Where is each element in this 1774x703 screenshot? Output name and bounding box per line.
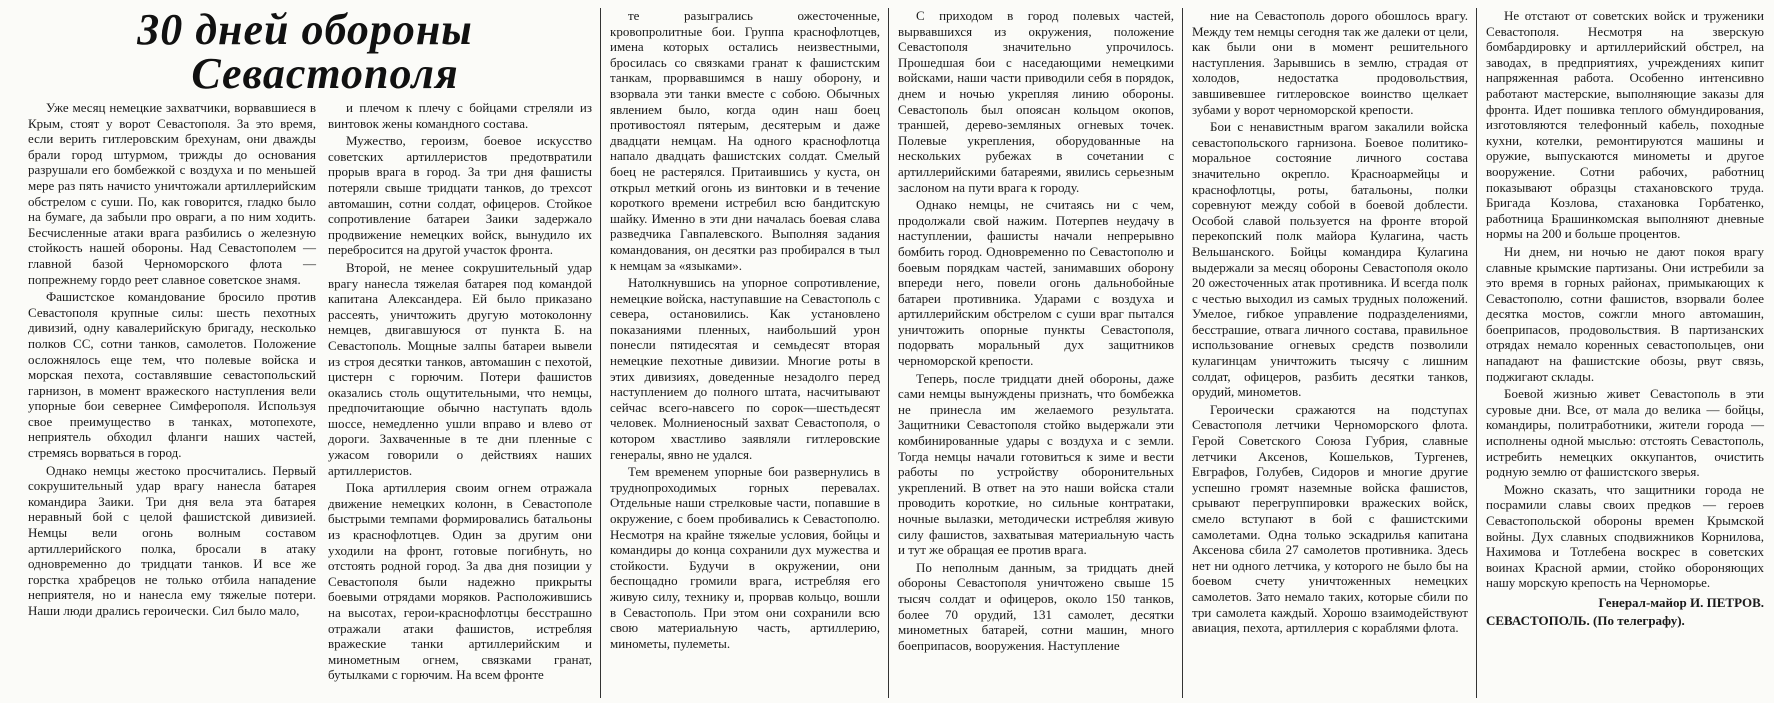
paragraph: По неполным данным, за тридцать дней обороны Севастополя уничтожено свыше 15 тысяч солдат и офицеров, около 150 танков, более 70 орудий, 131 самолет, десятки минометных батарей, сотни машин, много боеприпасов, вооружения. Наступление <box>898 559 1174 653</box>
paragraph: Однако немцы жестоко просчитались. Первый сокрушительный удар врагу нанесла батарея командира Заики. Три дня вела эта батарея неравный бой с целой фашистской дивизией. Немцы вели огонь волным составом артиллерийского полка, бросали в атаку одновременно до тридцати танков. И все же горстка храбрецов не только отбила нападение неприятеля, но и нанесла ему тяжелые потери. Наши люди дрались героически. Сил было мало, <box>28 462 316 618</box>
headline-line-1: 30 дней обороны <box>137 5 473 54</box>
paragraph: Можно сказать, что защитники города не посрамили славы своих предков — героев Севастопольской обороны времен Крымской войны. Дух славных сподвижников Корнилова, Нахимова и Тотлебена воскрес в советских воинах Красной армии, стойко обороняющих нашу морскую крепость на Черноморье. <box>1486 481 1764 591</box>
author-signature: Генерал-майор И. ПЕТРОВ. <box>1598 594 1764 610</box>
paragraph: и плечом к плечу с бойцами стреляли из винтовок жены командного состава. <box>328 100 592 131</box>
article-headline <box>70 5 540 100</box>
column-rule <box>1182 8 1183 698</box>
column-rule <box>888 8 889 698</box>
paragraph: Уже месяц немецкие захватчики, ворвавшиеся в Крым, стоят у ворот Севастополя. За это время, если верить гитлеровским брехунам, они дважды брали город штурмом, трижды до основания разрушали его бомбежкой с воздуха и по меньшей мере раз пять начисто уничтожали артиллерийским обстрелом с суши. По, как говорится, гладко было на бумаге, да забыли про овраги, а по ним ходить. Бесчисленные атаки врага разбились о железную стойкость нашей обороны. Над Севастополем — главной базой Черноморского флота — попрежнему гордо реет славное советское знамя. <box>28 100 316 287</box>
paragraph: Боевой жизнью живет Севастополь в эти суровые дни. Все, от мала до велика — бойцы, командиры, политработники, жители города — исполнены одной мыслью: отстоять Севастополь, истребить немецких оккупантов, очистить родную землю от фашистского зверья. <box>1486 386 1764 480</box>
dateline: СЕВАСТОПОЛЬ. (По телеграфу). <box>1486 612 1685 628</box>
headline-line-2: Севастополя <box>191 49 459 98</box>
article-column-6 <box>1480 8 1770 698</box>
paragraph: Фашистское командование бросило против Севастополя крупные силы: шесть пехотных дивизий, одну кавалерийскую бригаду, несколько полков СС, сотни танков, самолетов. Положение осложнялось еще тем, что полевые войска и морская пехота, составлявшие севастопольский гарнизон, в момент вражеского наступления вели упорные бои севернее Симферополя. Используя свое преимущество в танках, мотопехоте, неприятель обходил фланги наших частей, стремясь ворваться в город. <box>28 289 316 461</box>
paragraph: Второй, не менее сокрушительный удар врагу нанесла тяжелая батарея под командой капитана Александера. Ей было приказано рассеять, уничтожить другую мотоколонну немцев, двигавшуюся от пункта Б. на Севастополь. Мощные залпы батареи вывели из строя десятки танков, автомашин с пехотой, цистерн с горючим. Потери фашистов оказались столь ощутительными, что немцы, предпочитающие обычно наступать вдоль шоссе, немедленно ушли вправо и влево от дороги. Захваченные в те дни пленные с ужасом говорили о действиях наших артиллеристов. <box>328 259 592 478</box>
paragraph: Мужество, героизм, боевое искусство советских артиллеристов предотвратили прорыв врага в город. За три дня фашисты потеряли свыше тридцати танков, до трехсот автомашин, сотни солдат, офицеров. Стойкое сопротивление батареи Заики задержало продвижение немецких войск, вынудило их перебросится на другой участок фронта. <box>328 133 592 258</box>
column-rule <box>600 8 601 698</box>
paragraph: Бои с ненавистным врагом закалили войска севастопольского гарнизона. Боевое политико-моральное состояние личного состава значительно окрепло. Красноармейцы и краснофлотцы, роты, батальоны, полки соревнуют между собой в боевой доблести. Особой славой пользуется на фронте второй перекопский полк майора Кулагина, часть Вельшанского. Бойцы командира Кулагина выдержали за месяц обороны Севастополя около 20 ожесточенных атак противника. И всегда полк с честью выходил из самых трудных положений. Умелое, гибкое управление подразделениями, бесстрашие, отвага личного состава, правильное использование огневых средств позволили кулагинцам уничтожить тысячу с лишним солдат, офицеров, разбить десятки танков, орудий, минометов. <box>1192 119 1468 400</box>
article-column-2 <box>322 100 598 695</box>
paragraph: Не отстают от советских войск и труженики Севастополя. Несмотря на зверскую бомбардировку и артиллерийский обстрел, на заводах, в предприятиях, учреждениях кипит напряженная работа. Особенно интенсивно работают мастерские, выполняющие заказы для фронта. Идет пошивка теплого обмундирования, изготовляются телефонный кабель, походные кухни, котелки, ремонтируются машины и оружие, выпускаются минометы и другое вооружение. Сотни рабочих, работниц показывают образцы стахановского труда. Бригада Козлова, стахановка Горбатенко, работница Брашинкомская выполняют дневные нормы на 200 и больше процентов. <box>1486 8 1764 242</box>
article-column-3 <box>604 8 886 698</box>
paragraph: Тем временем упорные бои развернулись в труднопроходимых горных перевалах. Отдельные наши стрелковые части, попавшие в окружение, с боем пробивались к Севастополю. Несмотря на крайне тяжелые условия, бойцы и командиры до конца сохранили дух мужества и стойкости. Будучи в окружении, они беспощадно громили врага, истребляя его живую силу, технику и, прорвав кольцо, вошли в Севастополь. При этом они сохранили всю свою материальную часть, артиллерию, минометы, пулеметы. <box>610 464 880 651</box>
paragraph: Однако немцы, не считаясь ни с чем, продолжали свой нажим. Потерпев неудачу в наступлении, фашисты начали непрерывно бомбить город. Одновременно по Севастополю и боевым порядкам частей, занимавших оборону впереди него, повели огонь дальнобойные батареи противника. Ударами с воздуха и артиллерийским обстрелом с суши враг пытался уничтожить опорные пункты Севастополя, подорвать моральный дух защитников черноморской крепости. <box>898 197 1174 369</box>
paragraph: Натолкнувшись на упорное сопротивление, немецкие войска, наступавшие на Севастополь с севера, остановились. Как установлено показаниями пленных, наибольший урон понесли пятидесятая и семьдесят вторая немецкие пехотные дивизии. Многие роты в этих дивизиях, доведенные незадолго перед наступлением до полного штата, насчитывают сейчас всего-навсего по сорок—шестьдесят человек. Молниеносный захват Севастополя, о котором хвастливо заявляли гитлеровские генералы, явно не удался. <box>610 275 880 462</box>
article-column-5 <box>1186 8 1474 698</box>
paragraph: Пока артиллерия своим огнем отражала движение немецких колонн, в Севастополе быстрыми темпами формировались батальоны из краснофлотцев. Один за другим они уходили на фронт, готовые погибнуть, но отстоять родной город. За два дня позиции у Севастополя были надежно прикрыты боевыми отрядами моряков. Расположившись на высотах, герои-краснофлотцы бесстрашно отражали атаки фашистов, истребляя вражеские танки артиллерийским и минометным огнем, связками гранат, бутылками с горючим. На всем фронте <box>328 480 592 683</box>
column-rule <box>1476 8 1477 698</box>
paragraph: ние на Севастополь дорого обошлось врагу. Между тем немцы сегодня так же далеки от цели, как были они в момент решительного наступления. Зарывшись в землю, страдая от холодов, недостатка продовольствия, завшивевшее гитлеровское воинство щелкает зубами у ворот черноморской крепости. <box>1192 8 1468 117</box>
paragraph: Героически сражаются на подступах Севастополя летчики Черноморского флота. Герой Советского Союза Губрия, славные летчики Аксенов, Кошельков, Тургенев, Евграфов, Голубев, Сидоров и многие другие успешно громят наземные войска фашистов, срывают перегруппировки вражеских войск, смело вступают в бой с фашистскими самолетами. Одна только эскадрилья капитана Аксенова сбила 27 самолетов противника. Здесь нет ни одного летчика, у которого не было бы на боевом счету уничтоженных немецких самолетов. Зато немало таких, которые сбили по три самолета каждый. Хорошо взаимодействуют авиация, пехота, артиллерия с кораблями флота. <box>1192 401 1468 636</box>
article-column-4 <box>892 8 1180 698</box>
paragraph: те разыгрались ожесточенные, кровопролитные бои. Группа краснофлотцев, имена которых остались неизвестными, бросилась со связками гранат к фашистским танкам, прорвавшимся в нашу оборону, и взорвала эти танки вместе с собою. Обычных явлением было, когда один наш боец противостоял пятерым, десятерым и даже двадцати немцам. На одного краснофлотца напало двадцать фашистских солдат. Смелый боец не растерялся. Притаившись у куста, он открыл меткий огонь из винтовки и в течение короткого времени истребил всю бандитскую шайку. Именно в эти дни началась боевая слава разведчика Гавпалевского. Выполняя задания командования, он десятки раз пробирался в тыл к немцам за «языками». <box>610 8 880 273</box>
paragraph: Ни днем, ни ночью не дают покоя врагу славные крымские партизаны. Они истребили за это время в горных районах, примыкающих к Севастополю, сотни фашистов, взорвали более десятка мостов, сожгли много автомашин, боеприпасов, продовольствия. В партизанских отрядах немало коренных севастопольцев, они нападают на фашистские обозы, рвут связь, поджигают склады. <box>1486 243 1764 384</box>
paragraph: Теперь, после тридцати дней обороны, даже сами немцы вынуждены признать, что бомбежка не принесла им желаемого результата. Защитники Севастополя стойко выдержали эти комбинированные удары с воздуха и с земли. Тогда немцы начали готовиться к зиме и вести работы по устройству оборонительных укреплений. В ответ на это наши войска стали проводить короткие, но сильные контратаки, ночные вылазки, методически истребляя живую силу фашистов, захватывая материальную часть и тут же обращая ее против врага. <box>898 370 1174 558</box>
article-column-1 <box>22 100 322 695</box>
paragraph: С приходом в город полевых частей, вырвавшихся из окружения, положение Севастополя значительно упрочилось. Прошедшая бои с наседающими немецкими войсками, наши части приводили себя в порядок, днем и ночью укрепляя линию обороны. Севастополь был опоясан кольцом окопов, траншей, дерево-земляных огневых точек. Полевые укрепления, оборудованные на нескольких рубежах в сочетании с артиллерийскими батареями, явились серьезным заслоном на пути врага к городу. <box>898 8 1174 195</box>
